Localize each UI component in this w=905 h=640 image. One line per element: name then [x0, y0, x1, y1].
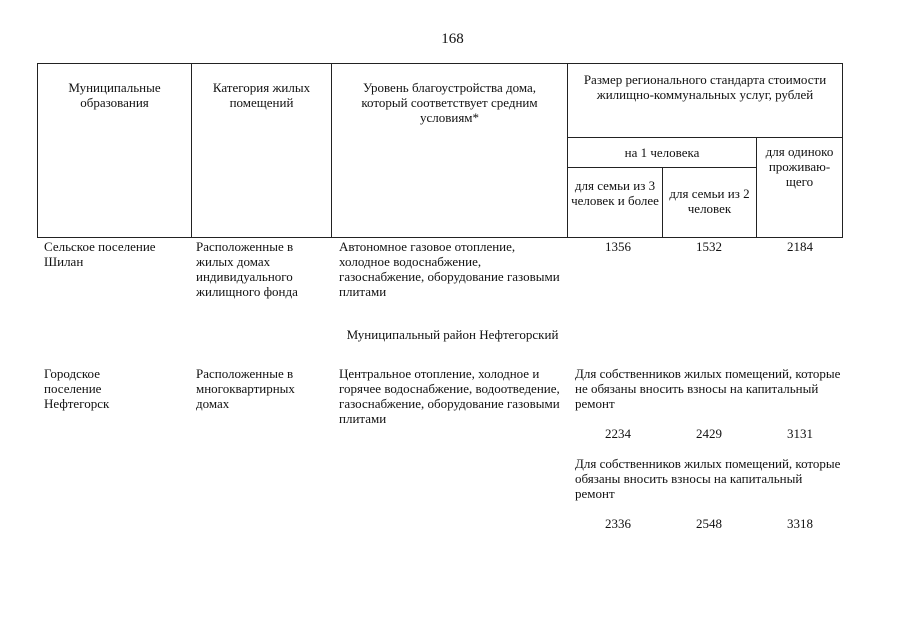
row2-level: Центральное отопление, холодное и горячее водоснабжение, водоотведение, газоснабжение, оборудование газовыми плитами [339, 366, 560, 426]
row2-b-value-family2: 2548 [696, 516, 722, 531]
row2-municipality: Городское поселение Нефтегорск [44, 366, 110, 411]
row1-value-family3: 1356 [605, 239, 631, 254]
table-header [37, 63, 843, 238]
row2-note-capital-repair: Для собственников жилых помещений, которые обязаны вносить взносы на капитальный ремонт [575, 456, 841, 501]
row2-category: Расположенные в многоквартирных домах [196, 366, 295, 411]
header-category: Категория жилых помещений [192, 64, 332, 238]
row2-a-value-single: 3131 [787, 426, 813, 441]
row1-value-single: 2184 [787, 239, 813, 254]
header-family3: для семьи из 3 человек и более [568, 168, 663, 238]
header-single: для одиноко проживаю-щего [757, 138, 843, 238]
row1-municipality: Сельское поселение Шилан [44, 239, 156, 269]
row2-b-value-family3: 2336 [605, 516, 631, 531]
row2-note-no-capital-repair: Для собственников жилых помещений, которые не обязаны вносить взносы на капитальный ремонт [575, 366, 841, 411]
district-title: Муниципальный район Нефтегорский [346, 327, 559, 342]
page-number: 168 [441, 31, 464, 47]
header-per-person: на 1 человека [568, 138, 757, 168]
header-level: Уровень благоустройства дома, который соответствует средним условиям* [332, 64, 568, 238]
header-standard: Размер регионального стандарта стоимости жилищно-коммунальных услуг, рублей [568, 64, 843, 138]
row1-value-family2: 1532 [696, 239, 722, 254]
row2-a-value-family2: 2429 [696, 426, 722, 441]
header-municipality: Муниципальные образования [38, 64, 192, 238]
row1-level: Автономное газовое отопление, холодное водоснабжение, газоснабжение, оборудование газовыми плитами [339, 239, 560, 299]
header-family2: для семьи из 2 человек [663, 168, 757, 238]
row1-category: Расположенные в жилых домах индивидуального жилищного фонда [196, 239, 298, 299]
row2-a-value-family3: 2234 [605, 426, 631, 441]
row2-b-value-single: 3318 [787, 516, 813, 531]
